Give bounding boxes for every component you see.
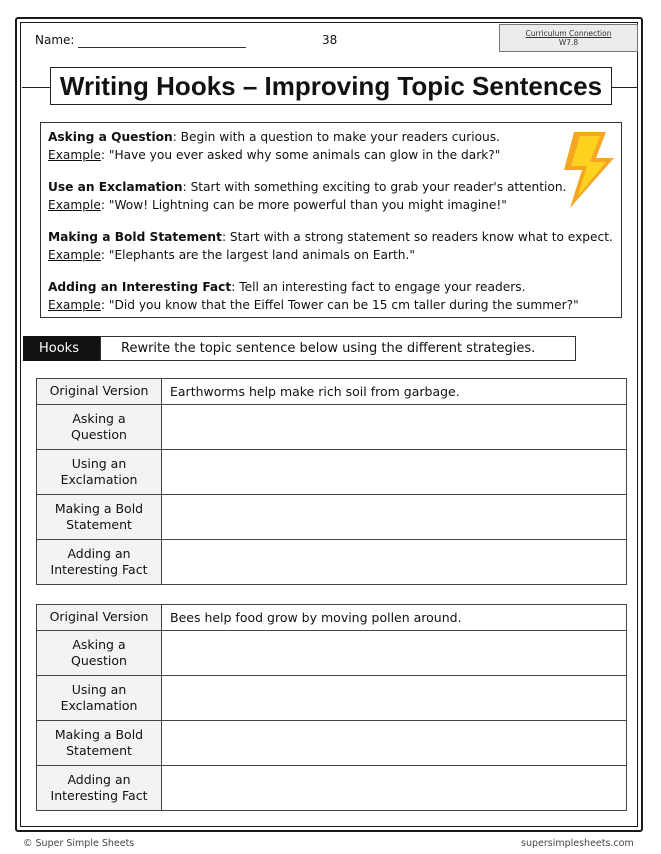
name-label: Name: xyxy=(35,33,75,47)
answer-cell[interactable] xyxy=(162,540,627,585)
strategy-description: : Start with something exciting to grab your reader's attention. xyxy=(182,180,567,194)
table-row xyxy=(37,766,627,811)
page-number: 38 xyxy=(322,33,338,47)
table-row xyxy=(37,721,627,766)
row-label: Asking a Question xyxy=(37,405,162,450)
strategy-description: : Start with a strong statement so readers know what to expect. xyxy=(221,230,613,244)
strategy-description: : Tell an interesting fact to engage your readers. xyxy=(231,280,526,294)
page-title: Writing Hooks – Improving Topic Sentences xyxy=(50,67,612,105)
answer-cell[interactable] xyxy=(162,676,627,721)
row-label: Using an Exclamation xyxy=(37,450,162,495)
footer-copyright: © Super Simple Sheets xyxy=(23,838,135,849)
strategy-exclamation xyxy=(48,179,621,214)
strategy-bold-statement xyxy=(48,229,621,264)
example-label: Example xyxy=(48,197,101,212)
example-text: : "Did you know that the Eiffel Tower can be 15 cm taller during the summer?" xyxy=(100,297,579,312)
answer-cell[interactable] xyxy=(162,631,627,676)
rewrite-table-1 xyxy=(36,378,627,585)
table-row xyxy=(37,540,627,585)
strategy-interesting-fact xyxy=(48,279,621,314)
strategy-asking-question xyxy=(48,129,621,164)
original-version-label: Original Version xyxy=(37,379,162,405)
instruction-bar xyxy=(23,336,576,361)
original-version-label: Original Version xyxy=(37,605,162,631)
answer-cell[interactable] xyxy=(162,450,627,495)
rewrite-table-2 xyxy=(36,604,627,811)
answer-cell[interactable] xyxy=(162,766,627,811)
curriculum-connection-badge xyxy=(499,24,638,52)
title-rule-right xyxy=(612,87,638,88)
table-row xyxy=(37,379,627,405)
instruction-text: Rewrite the topic sentence below using the different strategies. xyxy=(100,336,576,361)
answer-cell[interactable] xyxy=(162,495,627,540)
strategy-name: Use an Exclamation xyxy=(48,180,183,194)
hooks-tag: Hooks xyxy=(23,336,101,361)
title-rule-left xyxy=(22,87,50,88)
table-row xyxy=(37,676,627,721)
row-label: Making a Bold Statement xyxy=(37,721,162,766)
strategy-description: : Begin with a question to make your readers curious. xyxy=(172,130,500,144)
curriculum-title: Curriculum Connection xyxy=(525,29,612,38)
answer-cell[interactable] xyxy=(162,721,627,766)
row-label: Asking a Question xyxy=(37,631,162,676)
footer-website[interactable]: supersimplesheets.com xyxy=(521,838,634,849)
original-sentence: Earthworms help make rich soil from garbage. xyxy=(162,379,627,405)
example-text: : "Elephants are the largest land animals on Earth." xyxy=(100,247,415,262)
strategy-name: Making a Bold Statement xyxy=(48,230,222,244)
example-label: Example xyxy=(48,147,101,162)
lightning-bolt-icon xyxy=(556,130,618,210)
curriculum-code: W7.8 xyxy=(558,38,579,47)
example-label: Example xyxy=(48,247,101,262)
row-label: Adding an Interesting Fact xyxy=(37,766,162,811)
example-text: : "Have you ever asked why some animals can glow in the dark?" xyxy=(100,147,501,162)
example-text: : "Wow! Lightning can be more powerful than you might imagine!" xyxy=(100,197,507,212)
table-row xyxy=(37,405,627,450)
name-field-line[interactable] xyxy=(78,47,246,48)
table-row xyxy=(37,605,627,631)
row-label: Making a Bold Statement xyxy=(37,495,162,540)
strategy-name: Asking a Question xyxy=(48,130,173,144)
row-label: Adding an Interesting Fact xyxy=(37,540,162,585)
example-label: Example xyxy=(48,297,101,312)
row-label: Using an Exclamation xyxy=(37,676,162,721)
table-row xyxy=(37,495,627,540)
original-sentence: Bees help food grow by moving pollen around. xyxy=(162,605,627,631)
strategies-box xyxy=(40,122,622,318)
strategy-name: Adding an Interesting Fact xyxy=(48,280,232,294)
table-row xyxy=(37,631,627,676)
answer-cell[interactable] xyxy=(162,405,627,450)
table-row xyxy=(37,450,627,495)
